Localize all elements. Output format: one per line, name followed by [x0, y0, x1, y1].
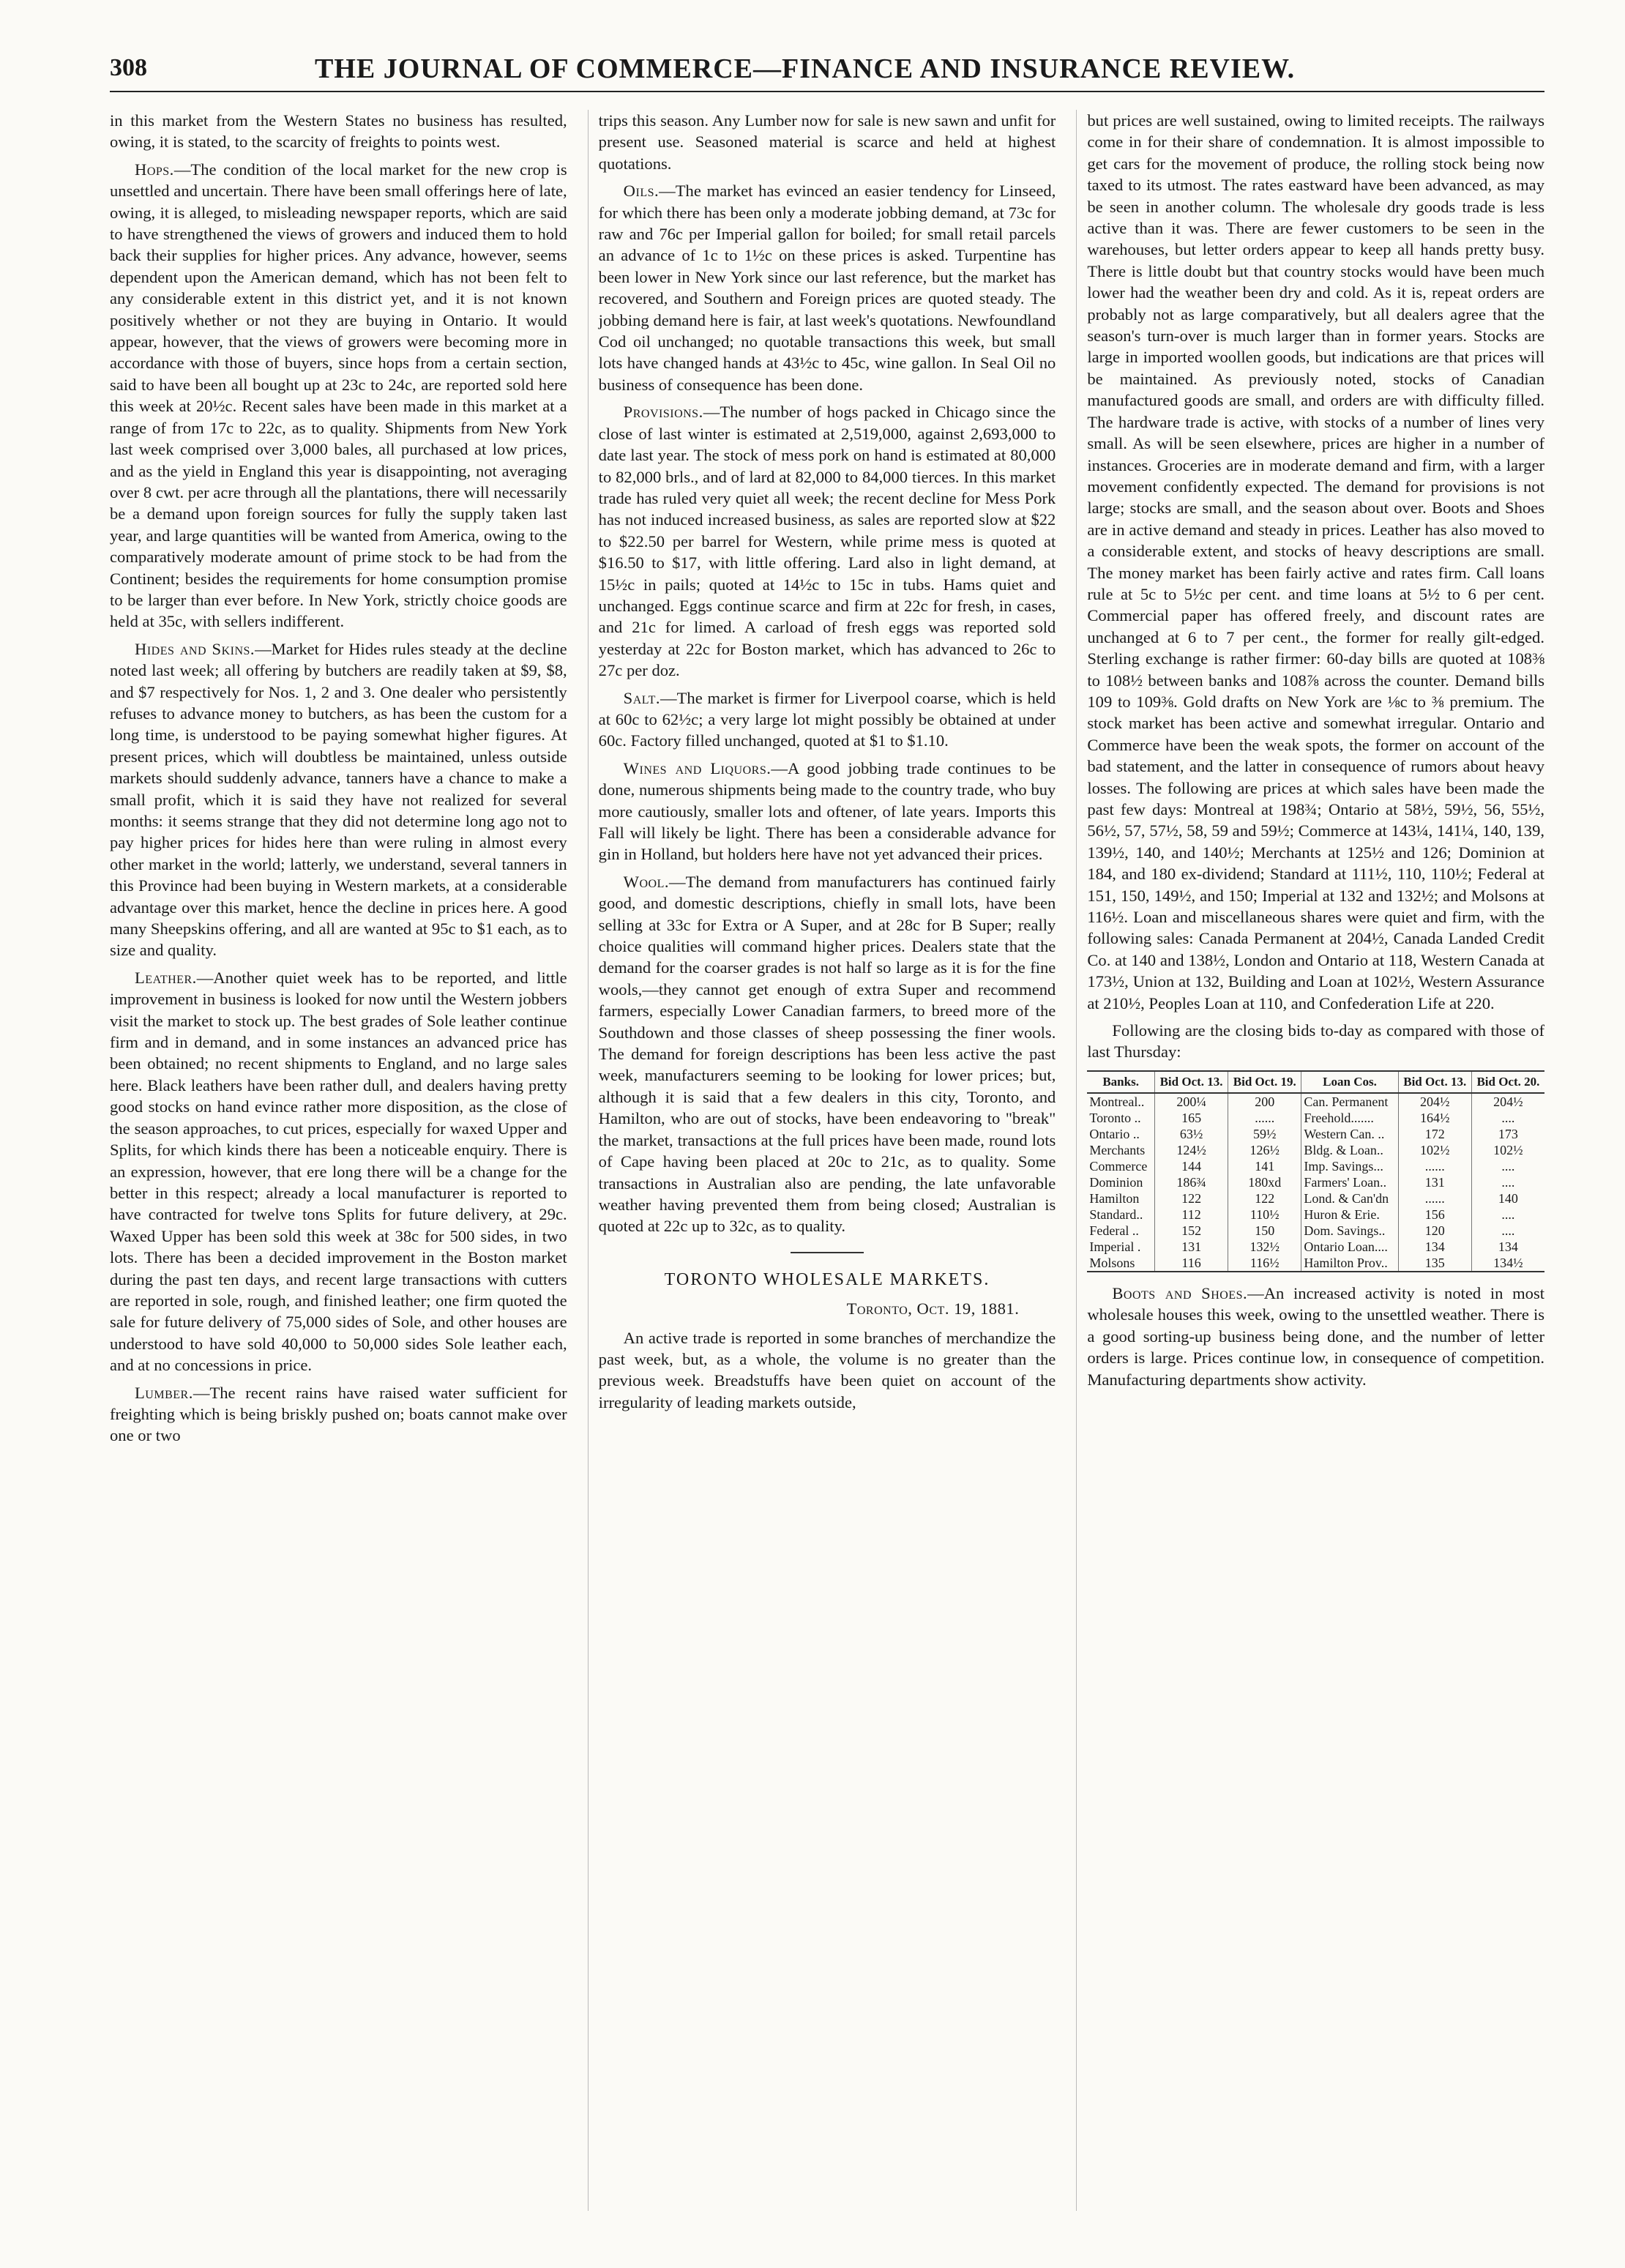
table-row	[1087, 1223, 1544, 1239]
loan-bid-20: ....	[1471, 1158, 1544, 1174]
loan-bid-13: 102½	[1398, 1142, 1471, 1158]
section-rule	[791, 1252, 864, 1253]
loan-bid-20: ....	[1471, 1110, 1544, 1126]
bank-bid-13: 124½	[1154, 1142, 1228, 1158]
bank-bid-13: 63½	[1154, 1126, 1228, 1142]
table-row	[1087, 1255, 1544, 1272]
loan-co-name: Bldg. & Loan..	[1301, 1142, 1398, 1158]
bank-name: Montreal..	[1089, 1094, 1145, 1109]
wines-heading: Wines and Liquors.	[623, 758, 772, 777]
lumber-heading: Lumber.	[135, 1383, 193, 1402]
bank-name: Federal ..	[1089, 1223, 1139, 1238]
table-header-row	[1087, 1071, 1544, 1093]
hides-text: —Market for Hides rules steady at the decline noted last week; all offering by butchers are readily taken at $9, $8, and $7 respectively for Nos. 1, 2 and 3. One dealer who persistently refuses to advance money to butchers, as has been the custom for a long time, is understood to be paying somewhat higher figures. At present prices, which will doubtless be maintained, unless outside markets should suddenly advance, tanners have a chance to make a small profit, which it is said they have not realized for several months: it seems strange that they did not determine long ago not to pay higher prices for hides here than were ruling in almost every other market in the world; latterly, we understand, several tanners in this Province had been buying in Western markets, at a considerable advantage over this market, hence the decline in prices here. A good many Sheepskins offering, and all are wanted at 95c to $1 each, as to size and quality.	[110, 639, 567, 960]
loan-bid-20: ....	[1471, 1223, 1544, 1239]
lumber-text: —The recent rains have raised water sufficient for freighting which is being briskly pushed on; boats cannot make over one or two	[110, 1383, 567, 1445]
table-row	[1087, 1174, 1544, 1190]
loan-bid-13: 164½	[1398, 1110, 1471, 1126]
loan-co-name: Farmers' Loan..	[1301, 1174, 1398, 1190]
leather-heading: Leather.	[135, 968, 197, 987]
journal-page	[110, 50, 1544, 2217]
bids-intro: Following are the closing bids to-day as compared with those of last Thursday:	[1087, 1021, 1545, 1062]
provisions-text: —The number of hogs packed in Chicago since the close of last winter is estimated at 2,519,000, against 2,693,000 to date last year. The stock of mess pork on hand is estimated at 80,000 to 82,000 brls., and of lard at 82,000 to 84,000 tierces. In this market trade has ruled very quiet all week; the recent decline for Mess Pork has not induced increased business, as sales are reported slow at $22 to $22.50 per barrel for Western, while prime mess is quoted at $16.50 to $17, with little offering. Lard also in light demand, at 15½c in pails; quoted at 14½c to 15c in tubs. Hams quiet and unchanged. Eggs continue scarce and firm at 22c for fresh, in cases, and 21c for limed. A carload of fresh eggs was reported sold yesterday at 22c for Boston market, which has advanced to 26c to 27c per doz.	[598, 403, 1056, 680]
hops-section	[110, 159, 567, 633]
loan-bid-20: 134½	[1471, 1255, 1544, 1272]
bank-name: Hamilton	[1089, 1190, 1140, 1206]
bank-name: Imperial .	[1089, 1239, 1141, 1254]
bank-bid-13: 131	[1154, 1239, 1228, 1255]
table-row	[1087, 1093, 1544, 1110]
bank-bid-19: 200	[1228, 1093, 1301, 1110]
hides-section	[110, 638, 567, 961]
loan-bid-13: 172	[1398, 1126, 1471, 1142]
bank-name: Standard..	[1089, 1206, 1143, 1222]
oils-heading: Oils.	[623, 182, 660, 201]
journal-title: THE JOURNAL OF COMMERCE—FINANCE AND INSURANCE REVIEW.	[315, 53, 1296, 84]
loan-co-name: Freehold.......	[1301, 1110, 1398, 1126]
loan-bid-13: 120	[1398, 1223, 1471, 1239]
column-left	[110, 110, 567, 2211]
header-loan-cos: Loan Cos.	[1301, 1071, 1398, 1093]
loan-bid-13: 156	[1398, 1206, 1471, 1223]
page-header	[110, 50, 1544, 92]
hops-text: —The condition of the local market for the new crop is unsettled and uncertain. There have been small offerings here of late, owing, it is alleged, to misleading newspaper reports, which are said to have strengthened the views of growers and induced them to hold back their supplies for higher prices. Any advance, however, seems dependent upon the American demand, which has not been felt to any considerable extent in this district yet, and it is not known positively whether or not they are buying in Ontario. It would appear, however, that the views of growers were becoming more in accordance with those of buyers, since hops from a certain section, said to have been all bought up at 23c to 24c, are reported sold here this week at 20½c. Recent sales have been made in this market at a range of from 17c to 22c, as to quality. Shipments from New York last week comprised over 3,000 bales, all purchased at low prices, and as the yield in England this year is disappointing, not averaging over 8 cwt. per acre through all the plantations, there will necessarily be a demand upon foreign sources for fully the supply taken last year, and large quantities will be wanted from America, owing to the comparatively moderate amount of prime stock to be had from the Continent; besides the requirements for home consumption promise to be larger than ever before. In New York, strictly choice goods are held at 35c, with sellers indifferent.	[110, 160, 567, 631]
wool-section	[599, 871, 1056, 1237]
paragraph-continued: in this market from the Western States no business has resulted, owing, it is stated, to the scarcity of freights to points west.	[110, 111, 567, 152]
bank-bid-13: 200¼	[1154, 1093, 1228, 1110]
loan-bid-20: 204½	[1471, 1093, 1544, 1110]
markets-intro: An active trade is reported in some branches of merchandize the past week, but, as a whole, the volume is no greater than the previous week. Breadstuffs have been quiet on account of the irregularity of leading markets outside,	[598, 1328, 1056, 1411]
bank-bid-13: 186¾	[1154, 1174, 1228, 1190]
bank-bid-13: 116	[1154, 1255, 1228, 1272]
table-row	[1087, 1158, 1544, 1174]
column-right	[1076, 110, 1544, 2211]
table-row	[1087, 1110, 1544, 1126]
bank-bid-19: 150	[1228, 1223, 1301, 1239]
table-row	[1087, 1126, 1544, 1142]
closing-bids-table	[1087, 1070, 1544, 1272]
oils-text: —The market has evinced an easier tendency for Linseed, for which there has been only a moderate jobbing demand, at 73c for raw and 76c per Imperial gallon for boiled; for small retail parcels an advance of 1c to 1½c on these prices is asked. Turpentine has been lower in New York since our last reference, but the market has recovered, and Southern and Foreign prices are quoted steady. The jobbing demand here is fair, at last week's quotations. Newfoundland Cod oil unchanged; no quotable transactions this week, but small lots have changed hands at 43½c to 45c, wine gallon. In Seal Oil no business of consequence has been done.	[598, 182, 1056, 394]
provisions-heading: Provisions.	[623, 403, 703, 422]
boots-heading: Boots and Shoes.	[1112, 1283, 1248, 1302]
header-bid-oct-13: Bid Oct. 13.	[1154, 1071, 1228, 1093]
oils-section	[599, 180, 1056, 395]
boots-text: —An increased activity is noted in most wholesale houses this week, owing to the unsettled weather. There is a good sorting-up business being done, and the number of letter orders is large. Prices continue low, in consequence of competition. Manufacturing departments show activity.	[1087, 1283, 1545, 1389]
provisions-section	[599, 401, 1056, 681]
bank-name: Molsons	[1087, 1255, 1154, 1272]
loan-bid-13: 134	[1398, 1239, 1471, 1255]
table-row	[1087, 1190, 1544, 1206]
salt-section	[599, 687, 1056, 752]
loan-co-name: Dom. Savings..	[1301, 1223, 1398, 1239]
markets-heading: TORONTO WHOLESALE MARKETS.	[664, 1269, 990, 1289]
bank-name: Merchants	[1089, 1142, 1146, 1157]
wines-text: —A good jobbing trade continues to be done, numerous shipments being made to the country trade, who buy more cautiously, smaller lots and oftener, of late years. Imports this Fall will likely be light. There has been a considerable advance for gin in Holland, but holders here have not yet advanced their prices.	[598, 758, 1056, 864]
loan-bid-20: 140	[1471, 1190, 1544, 1206]
bank-bid-19: 110½	[1228, 1206, 1301, 1223]
loan-bid-20: 173	[1471, 1126, 1544, 1142]
bank-bid-13: 144	[1154, 1158, 1228, 1174]
column-middle	[588, 110, 1056, 2211]
wool-heading: Wool.	[623, 872, 670, 891]
leather-text: —Another quiet week has to be reported, and little improvement in business is looked for now until the Western jobbers visit the market to stock up. The best grades of Sole leather continue firm and in demand, and in some instances an advanced price has been obtained; no recent shipments to England, and no large sales here. Black leathers have been rather dull, and dealers having pretty good stocks on hand evince rather more disposition, as the close of the season approaches, to cut prices, especially for waxed Upper and Splits, for which kinds there has been a noticeable enquiry. There is an expression, however, that ere long there will be a change for the better in this respect; already a local manufacturer is reported to have contracted for twelve tons Splits for future delivery, at 29c. Waxed Upper has been sold this week at 38c for 500 sides, in two lots. There has been a decided improvement in the Boston market during the past ten days, and recent large transactions with cutters are reported in sole, rough, and finished leather; one firm quoted the sale for future delivery of 75,000 sides of Sole, and other houses are understood to have sold 40,000 to 50,000 sides Sole leather each, and at no concessions in price.	[110, 968, 567, 1375]
bank-bid-13: 165	[1154, 1110, 1228, 1126]
table-row	[1087, 1142, 1544, 1158]
markets-continued: but prices are well sustained, owing to limited receipts. The railways come in for their share of condemnation. It is almost impossible to get cars for the movement of produce, the rolling stock being now taxed to its utmost. The rates eastward have been advanced, as may be seen in another column. The wholesale dry goods trade is less active than it was. There are fewer customers to be seen in the warehouses, but letter orders appear to keep all hands pretty busy. There is little doubt but that country stocks would have been much lower had the weather been dry and cold. As it is, repeat orders are probably not as large comparatively, but all dealers agree that the season's turn-over is much larger than in former years. Stocks are large in imported woollen goods, but indications are that prices will be maintained. As previously noted, stocks of Canadian manufactured goods are small, and orders are with difficulty filled. The hardware trade is active, with stocks of a number of lines very small. As will be seen elsewhere, prices are higher in a number of instances. Groceries are in moderate demand and firm, with a larger movement confidently expected. The demand for provisions is not large; stocks are small, and the season about over. Boots and Shoes are in active demand and steady in prices. Leather has also moved to a considerable extent, and stocks of heavy descriptions are small. The money market has been fairly active and rates firm. Call loans rule at 5c to 5½c per cent. and time loans at 5½ to 6 per cent. Commercial paper has offered freely, and discount rates are unchanged at 6 to 7 per cent., the former for really gilt-edged. Sterling exchange is rather firmer: 60-day bills are quoted at 108⅜ to 108½ between banks and 108⅞ across the counter. Demand bills 109 to 109⅜. Gold drafts on New York are ⅛c to ⅜ premium. The stock market has been active and somewhat irregular. Ontario and Commerce have been the weak spots, the former on account of the bad statement, and the latter in consequence of rumors about heavy losses. The following are prices at which sales have been made the past few days: Montreal at 198¾; Ontario at 58½, 59½, 56, 55½, 56½, 57, 57½, 58, 59 and 59½; Commerce at 143¼, 141¼, 140, 139, 139½, 140, and 140½; Merchants at 125½ and 126; Dominion at 184, and 180 ex-dividend; Standard at 111½, 110, 110½; Federal at 151, 150, 149½, and 150; Imperial at 132 and 132½; and Molsons at 116½. Loan and miscellaneous shares were quiet and firm, with the following sales: Canada Permanent at 204½, Canada Landed Credit Co. at 140 and 138½, London and Ontario at 118, Western Canada at 173½, Union at 132, Building and Loan at 102½, Western Assurance at 210½, Peoples Loan at 110, and Confederation Life at 220.	[1087, 111, 1545, 1012]
bank-bid-19: 59½	[1228, 1126, 1301, 1142]
table-row	[1087, 1206, 1544, 1223]
loan-co-name: Ontario Loan....	[1301, 1239, 1398, 1255]
salt-heading: Salt.	[623, 688, 661, 707]
bank-bid-13: 152	[1154, 1223, 1228, 1239]
bank-bid-19: ......	[1228, 1110, 1301, 1126]
wool-text: —The demand from manufacturers has continued fairly good, and domestic descriptions, chiefly in small lots, have been selling at 33c for Extra or A Super, and at 28c for B Super; really choice qualities will command higher prices. Dealers state that the demand for the coarser grades is not half so large as it is for the fine wools,—they cannot get enough of extra Super and recommend farmers, especially Lower Canadian farmers, to breed more of the Southdown and those classes of sheep possessing the finer wools. The demand for foreign descriptions has been less active the past week, manufacturers seeming to be looking for lower prices; but, although it is said that a few dealers in this city, Toronto, and Hamilton, who are out of stocks, have been endeavoring to "break" the market, transactions at the full prices have been made, round lots of Cape having been placed at 20c to 21c, as to quality. Some transactions in Australian also are pending, the late unfavorable weather having prevented them from being closed; Australian is quoted at 22c up to 32c, as to quality.	[598, 872, 1056, 1236]
bank-bid-19: 122	[1228, 1190, 1301, 1206]
header-bid-oct-19: Bid Oct. 19.	[1228, 1071, 1301, 1093]
boots-section	[1087, 1283, 1544, 1390]
bank-bid-19: 126½	[1228, 1142, 1301, 1158]
loan-bid-20: 102½	[1471, 1142, 1544, 1158]
header-banks: Banks.	[1087, 1071, 1154, 1093]
loan-bid-20: ....	[1471, 1174, 1544, 1190]
loan-bid-13: 204½	[1398, 1093, 1471, 1110]
bank-name: Commerce	[1089, 1158, 1148, 1174]
bank-bid-19: 180xd	[1228, 1174, 1301, 1190]
header-loan-bid-oct-20: Bid Oct. 20.	[1471, 1071, 1544, 1093]
loan-co-name: Can. Permanent	[1301, 1093, 1398, 1110]
salt-text: —The market is firmer for Liverpool coarse, which is held at 60c to 62½c; a very large lot might possibly be obtained at under 60c. Factory filled unchanged, quoted at $1 to $1.10.	[598, 688, 1056, 750]
wines-section	[599, 758, 1056, 865]
hops-heading: Hops.	[135, 160, 174, 179]
page-number: 308	[110, 54, 147, 81]
markets-heading-block	[599, 1252, 1056, 1291]
hides-heading: Hides and Skins.	[135, 639, 255, 658]
loan-bid-20: ....	[1471, 1206, 1544, 1223]
header-loan-bid-oct-13: Bid Oct. 13.	[1398, 1071, 1471, 1093]
loan-bid-13: ......	[1398, 1158, 1471, 1174]
bank-name: Dominion	[1089, 1174, 1143, 1190]
bank-bid-19: 116½	[1228, 1255, 1301, 1272]
lumber-section	[110, 1382, 567, 1447]
loan-bid-13: ......	[1398, 1190, 1471, 1206]
bank-bid-13: 122	[1154, 1190, 1228, 1206]
bank-name: Toronto ..	[1089, 1110, 1141, 1125]
dateline: Toronto, Oct. 19, 1881.	[846, 1299, 1020, 1318]
bank-bid-19: 141	[1228, 1158, 1301, 1174]
loan-co-name: Hamilton Prov..	[1301, 1255, 1398, 1272]
loan-co-name: Huron & Erie.	[1301, 1206, 1398, 1223]
lumber-continued: trips this season. Any Lumber now for sale is new sawn and unfit for present use. Seasoned material is scarce and held at highest quotations.	[598, 111, 1056, 173]
bank-bid-19: 132½	[1228, 1239, 1301, 1255]
article-columns	[110, 110, 1544, 2211]
loan-bid-13: 131	[1398, 1174, 1471, 1190]
leather-section	[110, 967, 567, 1376]
bank-name: Ontario ..	[1089, 1126, 1140, 1141]
loan-co-name: Lond. & Can'dn	[1301, 1190, 1398, 1206]
loan-co-name: Western Can. ..	[1301, 1126, 1398, 1142]
loan-co-name: Imp. Savings...	[1301, 1158, 1398, 1174]
table-row	[1087, 1239, 1544, 1255]
loan-bid-20: 134	[1471, 1239, 1544, 1255]
bank-bid-13: 112	[1154, 1206, 1228, 1223]
loan-bid-13: 135	[1398, 1255, 1471, 1272]
